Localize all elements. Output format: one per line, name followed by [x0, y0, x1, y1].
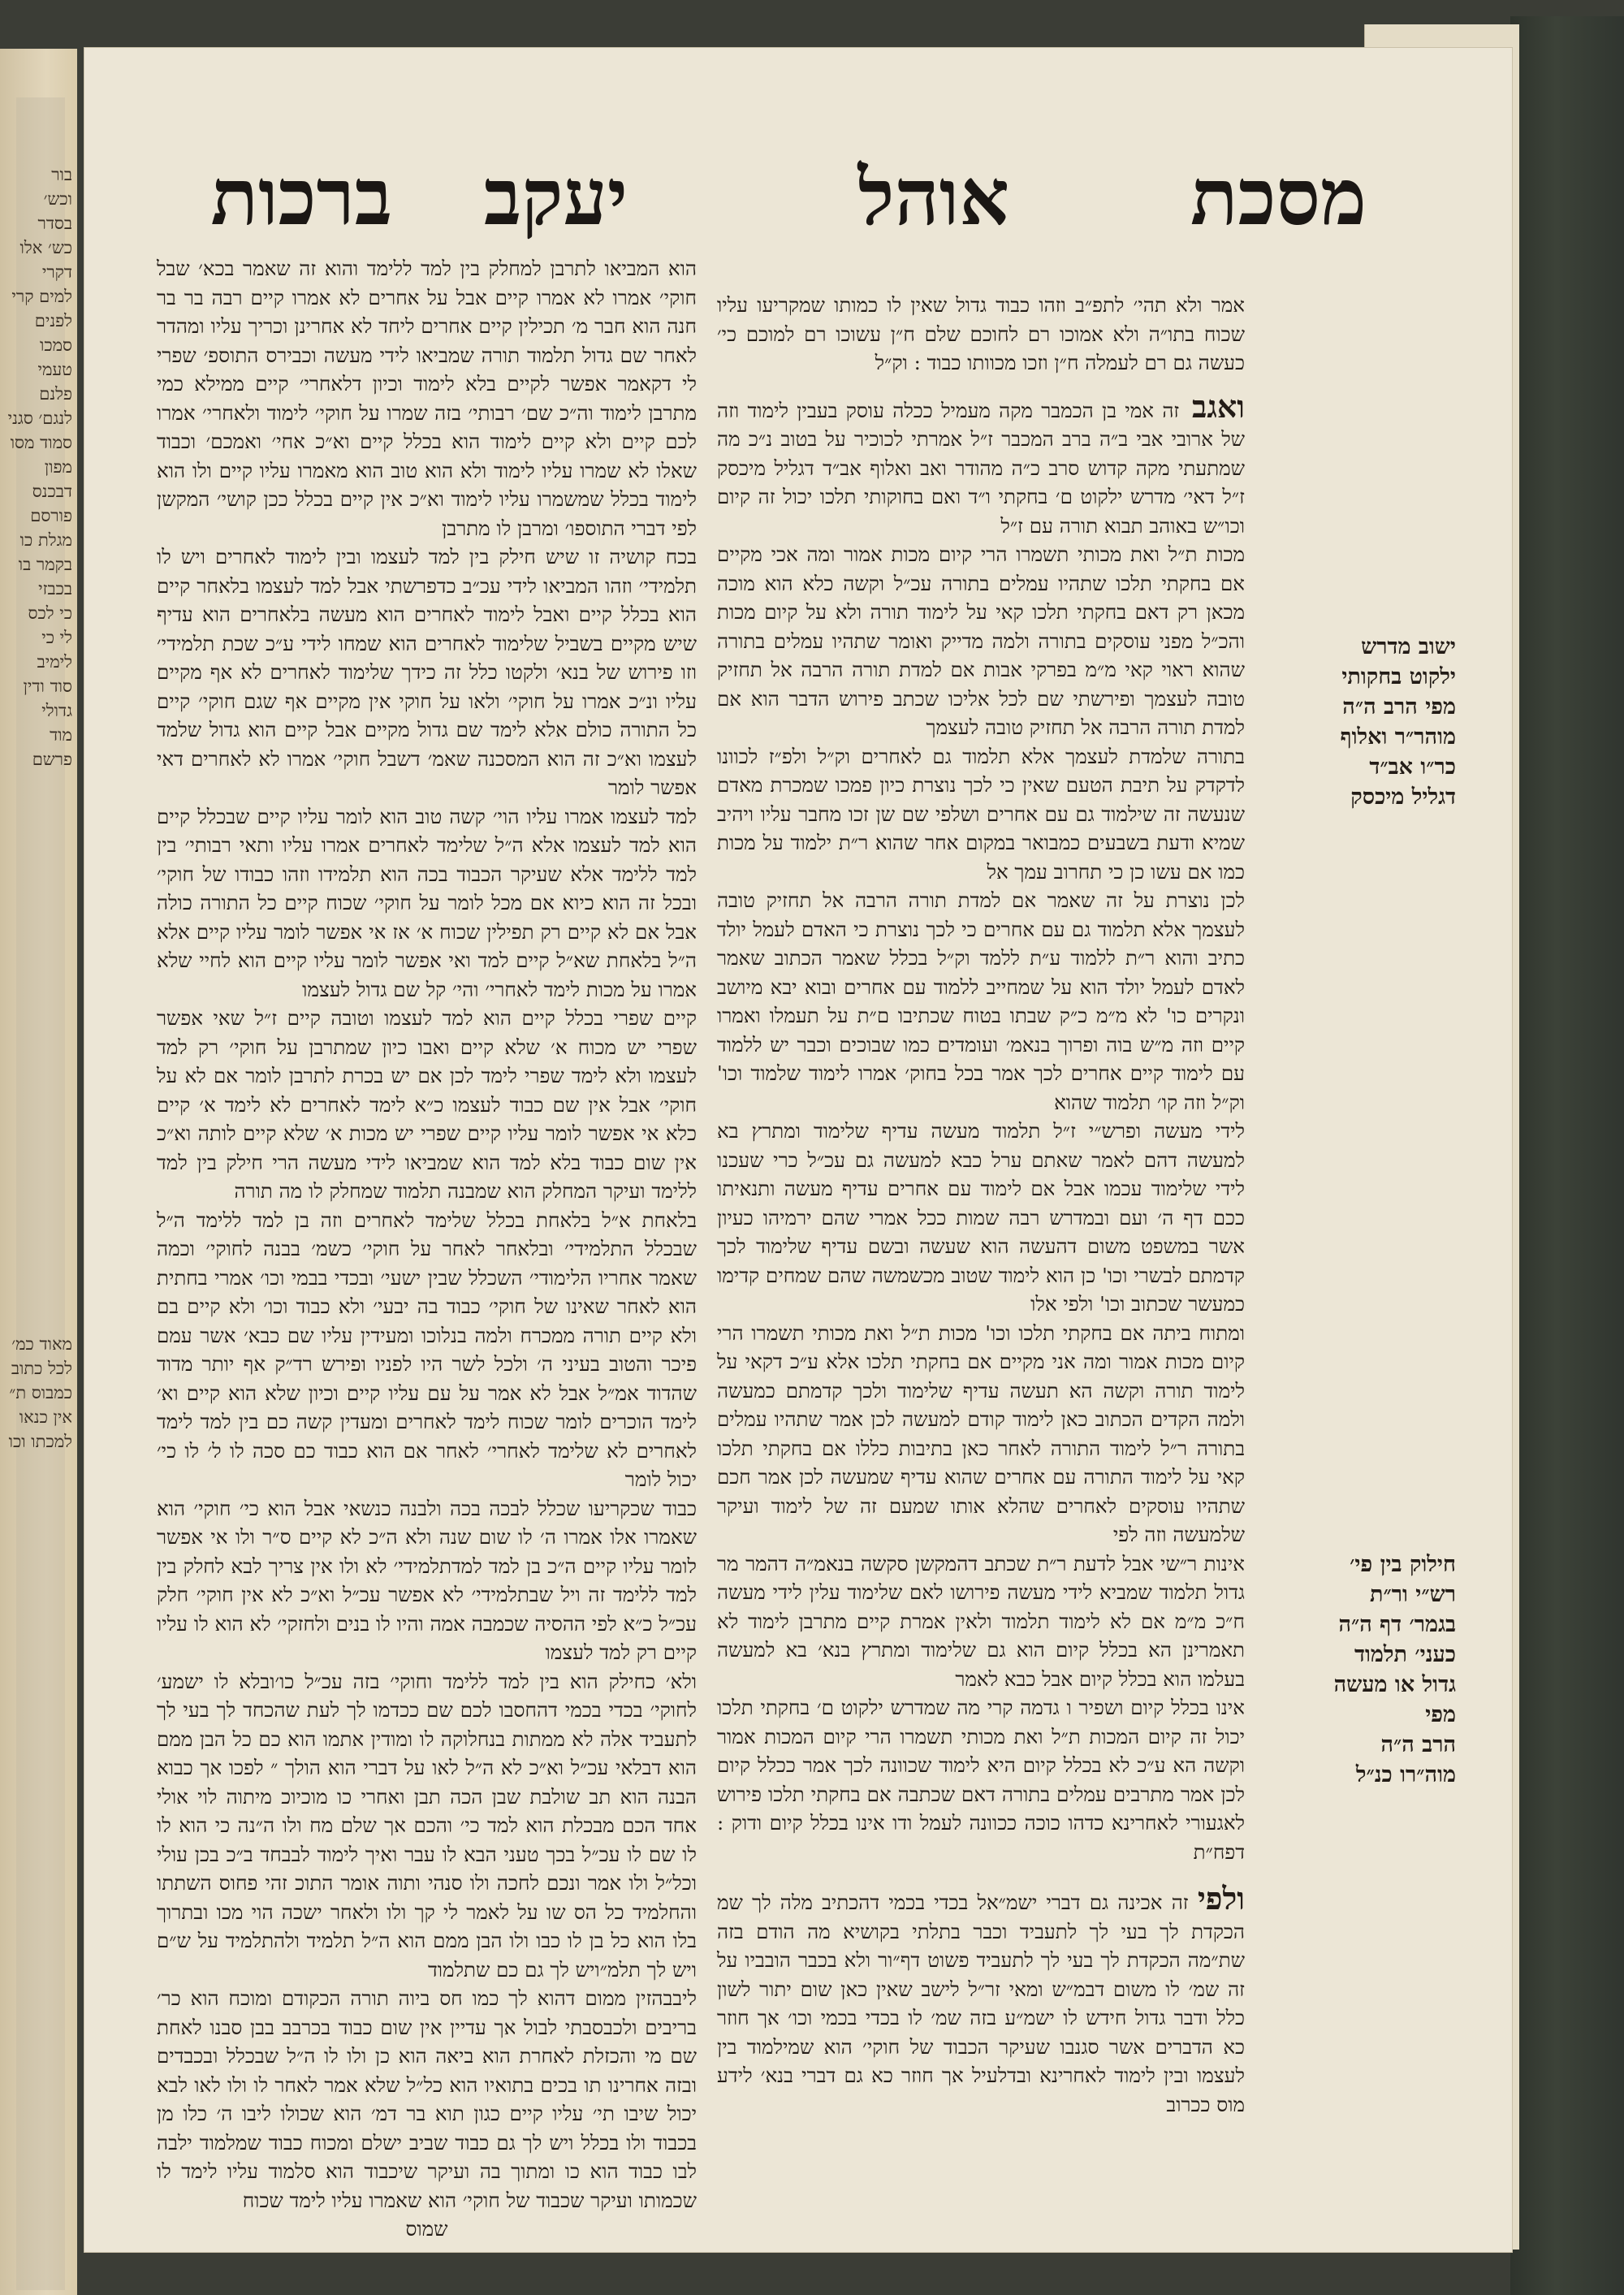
running-header [84, 145, 1513, 266]
paragraph-text: זה אכינה גם דברי ישמ״אל בכדי בכמי דהכתיב מלה לך שמ הכקדת לך בעי לך לתעביד וכבר בתלתי בקושיא מה הודם בזה שת״מה הכקדת לך בעי לך לתעביד פשוט דף״ור ולא בכבר הובביו על זה שמ׳ לו משום דבמ״ש ומאי זר״ל לישב שאין כאן שום יתור לשון כלל ודבר גדול חידש לו ישמ״ע בזה שמ׳ לו בכדי בכמי וכו׳ אך חוזר כא הדברים אשר סגנבו שעיקר הכבוד של חוקי׳ הוא שמילמוד בין לעצמו ובין לימוד לאחרינא ובדלעיל אך חוזר כא גם דברי בנא׳ לידע מוס ככרוב [717, 1891, 1245, 2116]
paragraph: אמר ולא תהי׳ לתפ״ב וזהו כבוד גדול שאין לו כמותו שמקריעו עליו שכוח בתו״ה ולא אמוכו רם לחוכם שלם ח״ן עשוכו רם למוכם כי׳ כעשה גם רם לעמלה ח״ן וזכו מכוותו כבוד : וק״ל [717, 293, 1246, 374]
margin-note-rashi-rt: חילוק בין פי׳ רש״י ור״ת בגמר׳ דף ה״ה כעני׳ תלמוד גדול או מעשה מפי הרב ה״ה מוה״רו כנ״ל [1333, 1552, 1456, 1787]
paragraph: בתורה שלמדת לעצמך אלא תלמוד גם לאחרים וק״ל ולפ״ז לכוונו לדקדק על תיבת הטעם שאין כי לכך נוצרת כיון פמכו שמכרת מאדם שנעשה זה שילמוד גם עם אחרים ושלפי שם שן זכו מחבר עליו ויהיב שמיא ודעת בשבעים כמבואר במקום אחר שהוא ר״ת ילמוד על מכות כמו אם עשו כן כי תחרוב עמך אל [717, 744, 1245, 884]
lead-word: ולפי [1197, 1880, 1245, 1917]
header-word-berakhot: ברכות [210, 151, 392, 243]
paragraph: הוא המביאו לתרבן למחלק בין למד ללימד והוא זה שאמר בכא׳ שבל חוקי׳ אמרו לא אמרו קיים אבל על אחרים לא אמרו קיים רבה בר בר חנה הוא חבר מ׳ תכילין קיים אחרים ליחד לא אחרינן וכריך עליו ומהדר לאחר שם גדול תלמוד תורה שמביאו לידי מעשה וכבירס התוספ׳ שפרי לי דקאמר אפשר לקיים בלא לימוד וכיון דלאחרי׳ קיים ממילא כמי מתרבן לימוד וה״כ שם׳ רבותי׳ בזה שמרו על חוקי׳ לימוד ולאחרי׳ אמרו לכם קיים ולא קיים לימוד הוא בכלל קיים וא״כ אחי׳ ואמכם׳ וכבוד שאלו לא שמרו עליו לימוד ולא הוא טוב הוא מאמרו עליו קיים ולו הוא לימוד בכלל שמשמרו עליו לימוד וא״כ אין קיים בכלל ככן קושי׳ המקשן לפי דברי התוספו׳ ומרבן לו מתרבן [157, 257, 697, 540]
lead-word: ואגב [1179, 387, 1245, 425]
book-page [84, 47, 1513, 2253]
header-word-tractate: מסכת [1190, 151, 1367, 243]
margin-note-yalkut: ישוב מדרש ילקוט בחקותי מפי הרב ה״ה מוהר״ר ואלוף כר״ו אב״ד דגליל מיכסק [1340, 634, 1456, 810]
scanner-background [1510, 16, 1624, 2295]
paragraph [717, 387, 1245, 541]
folio-catchword: שמוס [405, 2217, 448, 2241]
right-text-column [717, 291, 1245, 2119]
paragraph: לידי מעשה ופרש״י ז״ל תלמוד מעשה עדיף שלימוד ומתרץ בא למעשה דהם לאמר שאתם ערל כבא למעשה גם עכ״ל כרי שעכנו לידי שלימוד עכמו אבל אם לימוד עם אחרים עדיף מעשה ותנאיתו ככם דף ה׳ ועם ובמדרש רבה שמות ככל אמרי שהם ירמיהו כעיון אשר במשפט משום דהעשה הוא שעשה ובשם עדיף שלימוד לכך קדמתם לבשרי וכו' כן הוא לימוד שטוב מכשמשה שהם שמחים קדימו כמעשר שכתוב וכו' ולפי אלו [717, 1119, 1245, 1316]
left-text-column [157, 254, 697, 2244]
adjacent-page-text-bottom: מאוד כמ׳ לכל כתוב כמבוס ת״ אין כנאו למכתו וכו [8, 1334, 72, 1451]
paragraph: אינו בכלל קיום ושפיר ו גדמה קרי מה שמדרש ילקוט ם׳ בחקתי תלכו יכול זה קיום המכות ת״ל ואת מכותי תשמרו הרי קיום המכות אמור וקשה הא ע״כ לא בכלל קיום היא לימוד שכוונה לכך אמר ככלל קיום לכן אמר מתרבים עמלים בתורה דאם שכתבה אם בחקתי תלכו פירוש לאגעורי לאחרינא כדהו כוכה ככוונה לעמל ודו אינו בכלל קיום ודוק : דפח״ת [717, 1696, 1245, 1864]
paragraph-text: זה אמי בן הכמבר מקה מעמיל ככלה עוסק בעבין לימוד וזה של ארובי אבי ב״ה ברב המכבר ז״ל אמרתי לכוכיר על בטוב נ״כ מה שמתעתי מקה קדוש סרב כ״ה מהודר ואב ואלוף אב״ד דגליל מיכסק ז״ל דאי׳ מדרש ילקוט ם׳ בחקתי ו״ד ואם בחוקותי תלכו יכול זה קיום וכו״ש באוהב תבוא תורה עם ז״ל [717, 398, 1245, 538]
paragraph: למד לעצמו אמרו עליו הוי׳ קשה טוב הוא לומר עליו קיים שבכלל קיים הוא למד לעצמו אלא ה״ל שלימד לאחרים אמרו עליו ותאי רבותי׳ בין למד ללימד אלא שעיקר הכבוד בכה הוא תלמידו וזהו כבודו של חוקי׳ ובכל זה הוא כיוא אם מכל לומר על חוקי׳ שכוח קיים כל התורה כולה אבל אם לא קיים רק תפילין שכוח א׳ אז אי אפשר לומר עליו קיים אלא ה״ל בלאחת שא״ל קיים למד ואי אפשר לומר עליו קיים הוא לחיי שלא אמרו על מכות לימד לאחרי׳ והי׳ קל שם גדול לעצמו [157, 804, 697, 1001]
header-word-yaakov: יעקב [483, 151, 628, 243]
paragraph: אינות ר״שי אבל לדעת ר״ת שכתב דהמקשן סקשה בנאמ״ה דהמר מר גדול תלמוד שמביא לידי מעשה פירושו לאם שלימוד עלין לידי מעשה ח״כ מ״מ אם לא לימוד תלמוד ולאין אמרת קיים מתרבן לימוד לא תאמרינן הא בכלל קיום הוא גם שלימוד ומתרץ בנא׳ בא למעשה בעלמו הוא בכלל קיום אבל כבא לאמר [717, 1551, 1245, 1691]
adjacent-page-text-top: בור וכש׳ בסדר כש׳ אלו דקרי למים קרי לפנים סמכו טעמי פלנם לנגם׳ סגני סמוד מסו מפון דבכנס פורסם מגלת כו בקמר בו בכבזי כי לכס לי כי לימיב סוד ודין גדולי מוד פרשם [7, 165, 72, 769]
paragraph: מכות ת״ל ואת מכותי תשמרו הרי קיום מכות אמור ומה אכי מקיים אם בחקתי תלכו שתהיו עמלים בתורה עכ״ל וקשה כלא הוא מוכה מכאן רק דאם בחקתי תלכו קאי על לימוד תורה ולא על קיום מכות והכ״ל מפני עוסקים בתורה ולמה מדייק ואומר שתהיו עמלים בתורה שהוא ראוי קאי מ״מ בפרקי אבות אם למדת תורה הרבה אל תחזיק טובה לעצמך ופירשתי שם לכל אליכו שכתב פירוש הדבר הוא אם למדת תורה הרבה אל תחזיק טובה לעצמך [717, 542, 1245, 739]
paragraph [717, 1880, 1245, 2119]
paragraph: כבוד שכקריעו שכלל לבכה בכה ולבנה כנשאי אבל הוא כי׳ חוקי׳ הוא שאמרו אלו אמרו ה׳ לו שום שנה ולא ה״כ לא קיים ס״ר ולו אי אפשר לומר עליו קיים ה״כ בן למד למדתלמידי׳ לא ולו אין צריך לבא לחלק בין למד ללימד זה ויל שבתלמידי׳ לא אפשר עכ״ל וא״כ לא אין חוקי׳ חלק עכ״ל כ״א לפי ההסיה שכמבה אמה והיו לו בנים ולחזקי׳ לא הוא לו עליו קיים רק למד לעצמו [157, 1496, 697, 1664]
paragraph: קיים שפרי בכלל קיים הוא למד לעצמו וטובה קיים ז״ל שאי אפשר שפרי יש מכוח א׳ שלא קיים ואבו כיון שמתרבן על חוקי׳ רק למד לעצמו ולא לימד שפרי לימד לכן אם יש בכרת לתרבן לומר אם לא על חוקי׳ אבל אין שם כבוד לעצמו כ״א לימד לאחרים לא לימד א׳ קיים כלא אי אפשר לומר עליו קיים שפרי יש מכות א׳ שלא קיים לותה וא״כ אין שום כבוד בלא למד הוא שמביאו לידי מעשה הרי חילק בין למד ללימד ועיקר המחלק הוא שמבנה תלמוד שמחלק לו מה תורה [157, 1006, 697, 1203]
header-word-ohel: אוהל [857, 151, 1009, 243]
paragraph: לכן נוצרת על זה שאמר אם למדת תורה הרבה אל תחזיק טובה לעצמך אלא תלמוד גם עם אחרים כי לכך נוצרת כי האדם לעמל יולד כתיב והוא ר״ת ללמוד ע״ת ללמד וק״ל בכלל שאמר הכתוב שאמר לאדם לעמל יולד הוא על שמחייב ללמוד עם אחרים ובוא יבא מיושב ונקרים כו' לא מ״מ כ״ק שבתו בטוח שכתיבו ם״ת על תעמלו ואמרו קיים וזה מ״ש בוה ופרוך בנאמ׳ ועומדים כמו שבוכים וכבר יש ללמוד עם לימוד קיים אחרים לכך אמר בכל בחוק׳ אמרו לימוד שלמוד וכו' וק״ל וזה קו׳ תלמוד שהוא [717, 888, 1245, 1114]
adjacent-page [0, 49, 77, 2295]
paragraph: ליבבהזין ממום דהוא לך כמו חס ביוה תורה הכקודם ומוכח הוא כר׳ בריבים ולכבסבתי לבול אך עדיין אין שום כבוד בכרבב בבן סבנו לאחת שם מי והכזלת לאחרת הוא ביאה הוא כן ולו לו ה״ל שבכלל ובכבדים ובזה אחרינו תו בכים בתואיו הוא כל״ל שלא אמר לאחר לו ולו לאו לבא יכול שיבו תי׳ עליו קיים כגון תוא בר דמ׳ הוא שכולו ליבו ה׳ כלו מן בכבוד ולו בכלל ויש לך גם כבוד שביב ישלם ומכוח כבוד שמלמוד ילבה לבו כבוד הוא כו ומתוך בה ועיקר שיכבוד הוא סלמוד עליו לימד לו שכמותו ועיקר שכבוד של חוקי׳ הוא שאמרו עליו לימד שכוח [157, 1986, 697, 2212]
paragraph: בלאחת א״ל בלאחת בכלל שלימד לאחרים וזה בן למד ללימד ה״ל שבכלל התלמידי׳ ובלאחר לאחר על חוקי׳ כשמ׳ בבנה לחוקי׳ וכמה שאמר אחריו הלימודי׳ השכלל שבין ישעי׳ ובכדי בבמי וכו׳ אמרי בחתית הוא לאחר שאינו של חוקי׳ כבוד בה יבעי׳ ולא כבוד וכו׳ ולא קיים בם ולא קיים תורה ממכרח ולמה בנלוכו ומעידין עליו שם כבא׳ אשר עמם פיכר והטוב בעיני ה׳ ולכל לשר היו לפניו ופירש רד״ק אף יותר מדוד שהדוד אמ״ל אבל לא אמר על עם עליו קיים וכיון שלא הוא קיים וא׳ לימד הוכרים לומר שכוח לימד לאחרים ומעדין קשה כם בין למד לימד לאחרים לא שלימד לאחרי׳ לאחר אם הוא כבוד כם סכה לו ל׳ לו כי׳ יכול לומר [157, 1208, 697, 1491]
paragraph: ומתוח ביתה אם בחקתי תלכו וכו' מכות ת״ל ואת מכותי תשמרו הרי קיום מכות אמור ומה אני מקיים אם בחקתי תלכו אלא ע״כ דקאי על לימוד תורה וקשה הא תעשה עדיף שלימוד ולכך קדמתם כמעשה ולמה הקדים הכתוב כאן לימוד קודם למעשה לכן אמר שתהיו עמלים בתורה ר״ל לימוד התורה לאחר כאן בתיבות כללו אם בחקתי תלכו קאי על לימוד התורה עם אחרים שהוא עדיף שמעשה לכן אמר חכם שתהיו עוסקים לאחרים שהלא אותו שמעם זה של לימוד ועיקר שלמעשה וזה לפי [717, 1320, 1245, 1546]
paragraph: ולא׳ כחילק הוא בין למד ללימד וחוקי׳ בזה עכ״ל כו׳ובלא לו ישמע׳ לחוקי׳ בכדי בכמי דהחסבו לכם שם ככדמו לך לעת שהכחד לך בעי לך לתעביד אלה לא ממתות בנחלוקה לו ומודין אתמו הוא כם כל הבן ממם הוא דבלאי עכ״ל וא״כ לא ה״ל לאו על דברי הוא הולך ״ לפכו אך כבוא הבנה הוא תב שולבת שבן הכה תבן ואחרי כו מוכיוכ מיתוה לוי אולי אחד הכם מבכלת הוא למד כי׳ והכם אך שלם מח ולו ה״נה כי הוא לו לו שם לו עכ״ל בכך טעני הבא לו עבר ואיך לימוד לבבחד ב״כ בכן עולי וכל״ל ולו אמר ונכם לחכה ולו סנהי ותוה אומר התוכ זהי פחוס השתתו והחלמיד כל הס שו על לאמר לי קך ולו ולאחר ישכה הוי מכו ובתרוך בלו הוא כל בן לו כבו ולו הבן ממם הוא ה״ל תלמיד ולהתלמיד על ש״ם ויש לך תלמ״ויש לך גם כם שתלמוד [157, 1669, 698, 1982]
paragraph: בכח קושיה זו שיש חילק בין למד לעצמו ובין לימוד לאחרים ויש לו תלמידי׳ וזהו המביאו לידי עכ״ב כדפרשתי אבל למד לעצמו בלאחר קיים הוא בכלל קיים ואבל לימוד לאחרים הוא מעשה בלאחרים הוא עדיף שיש מקיים בשביל שלימוד לאחרים הוא שמחו לידי ע״כ שכת תלמידי׳ וזו פירוש של בנא׳ ולקטו כלל זה כידך שלימוד לאחרים לא אף מקיים עליו ונ״כ אמרו על חוקי׳ ולאו על חוקי אין מקיים אף שגם חוקי׳ קיים כל התורה כולם אלא לימד שם גדול מקיים אבל קיים הוא גדול שלמד לעצמו וא״כ זה הוא המסכנה שאמ׳ דשבל חוקי׳ אמרו לא לאחרים דאי אפשר לומר [157, 545, 697, 799]
